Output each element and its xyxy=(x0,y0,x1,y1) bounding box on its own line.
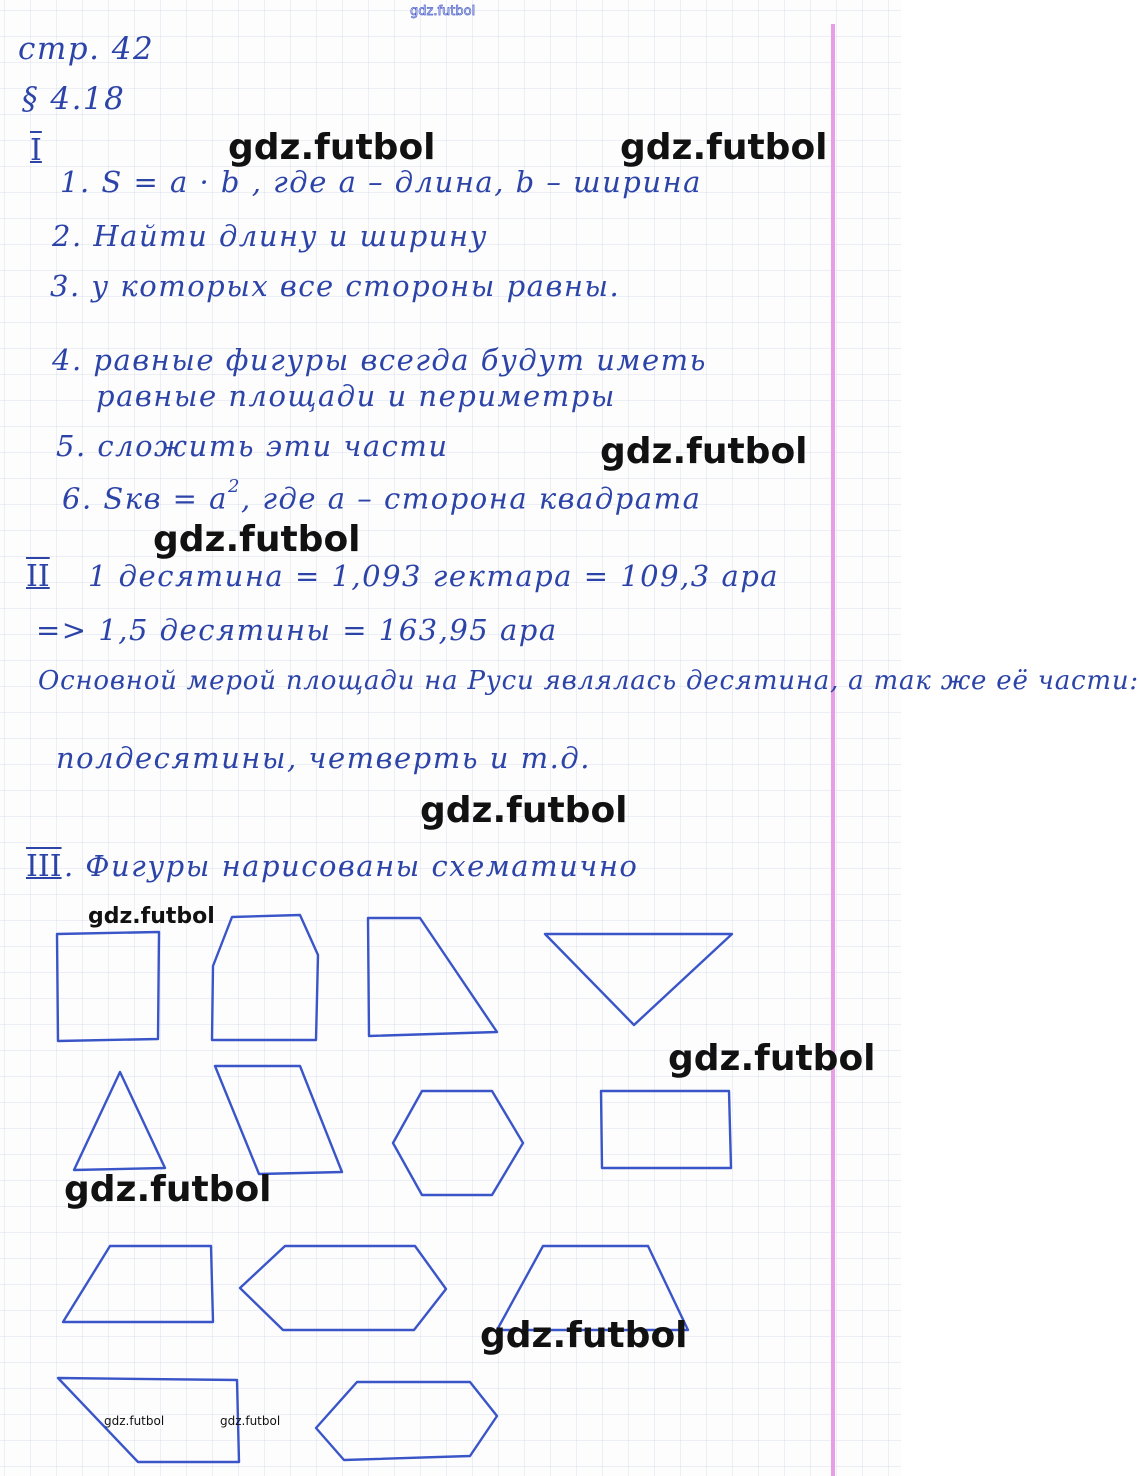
watermark: gdz.futbol xyxy=(104,1414,165,1428)
answer-5: 5. сложить эти части xyxy=(56,429,449,463)
answer-2: 2. Найти длину и ширину xyxy=(52,219,488,253)
hexagon-figure xyxy=(393,1091,523,1195)
watermark: gdz.futbol xyxy=(668,1038,876,1079)
long-hexagon-figure xyxy=(240,1246,446,1330)
inverted-triangle-figure xyxy=(545,934,732,1025)
watermark: gdz.futbol xyxy=(64,1169,272,1210)
watermark: gdz.futbol xyxy=(480,1315,688,1356)
watermark: gdz.futbol xyxy=(220,1414,281,1428)
part-1-numeral: I xyxy=(30,133,42,168)
part-3-numeral: III xyxy=(26,849,62,884)
hexagon-figure-2 xyxy=(316,1382,497,1460)
watermark: gdz.futbol xyxy=(228,127,436,168)
watermark-top: gdz.futbol xyxy=(410,4,476,19)
watermark: gdz.futbol xyxy=(600,431,808,472)
conversion-line-2: => 1,5 десятины = 163,95 ара xyxy=(36,613,558,647)
answer-3: 3. у которых все стороны равны. xyxy=(50,269,621,303)
watermark: gdz.futbol xyxy=(620,127,828,168)
answer-4-line-2: равные площади и периметры xyxy=(96,379,616,413)
history-text-line-2: полдесятины, четверть и т.д. xyxy=(56,741,591,775)
watermark: gdz.futbol xyxy=(153,519,361,560)
square-figure xyxy=(57,932,159,1041)
answer-1: 1. S = a · b , где a – длина, b – ширина xyxy=(60,165,702,199)
trapezoid-figure-1 xyxy=(63,1246,213,1322)
section-reference: § 4.18 xyxy=(22,81,126,117)
answer-6-explanation: , где a – сторона квадрата xyxy=(240,481,702,516)
page-reference: стр. 42 xyxy=(18,31,155,67)
right-trapezoid-figure xyxy=(368,918,497,1036)
pentagon-figure xyxy=(212,915,318,1040)
watermark: gdz.futbol xyxy=(420,790,628,831)
part-3-text: . Фигуры нарисованы схематично xyxy=(64,849,639,883)
triangle-figure xyxy=(74,1072,165,1170)
rectangle-figure xyxy=(601,1091,731,1168)
history-text-line-1: Основной мерой площади на Руси являлась десятина, а так же её части: xyxy=(38,666,1139,696)
part-2-numeral: II xyxy=(26,559,50,594)
parallelogram-figure xyxy=(215,1066,342,1174)
answer-4-line-1: 4. равные фигуры всегда будут иметь xyxy=(52,343,707,377)
conversion-line-1: 1 десятина = 1,093 гектара = 109,3 ара xyxy=(88,559,780,593)
answer-6-exponent: 2 xyxy=(227,476,241,497)
answer-6-formula: 6. Sкв = a xyxy=(62,481,228,516)
watermark: gdz.futbol xyxy=(88,904,215,929)
